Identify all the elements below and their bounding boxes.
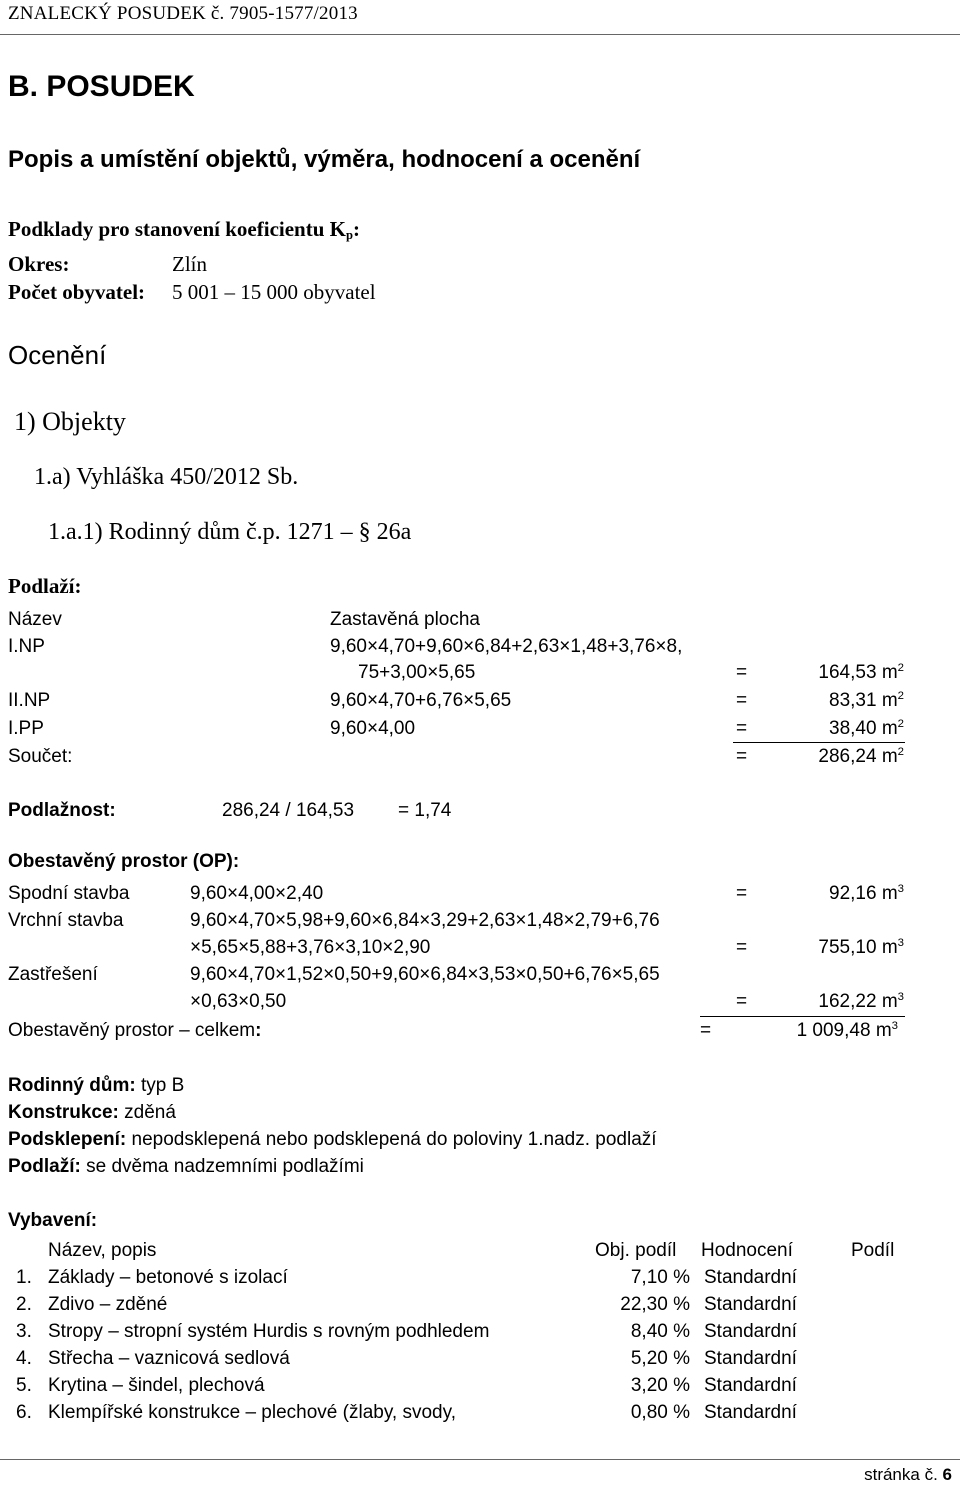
podlazi-row-formula: 9,60×4,00 [330,718,416,739]
op-total-rule [700,1016,905,1017]
vybaveni-row-num: 1. [16,1267,32,1288]
prop-line [8,1102,176,1124]
page-number-value: 6 [942,1465,952,1484]
vybaveni-row-share: 0,80 % [630,1402,690,1423]
sum-label: Součet: [8,746,73,767]
prop-label: Rodinný dům: [8,1075,136,1096]
op-total-eq: = [700,1020,712,1041]
podlazi-row-value-num: 38,40 m [829,718,898,739]
rodinny-dum-heading: 1.a.1) Rodinný dům č.p. 1271 – § 26a [48,519,412,545]
page-subtitle: Popis a umístění objektů, výměra, hodnocení a ocenění [8,146,641,173]
podlazi-row-eq: = [736,690,748,711]
prop-line [8,1156,364,1178]
okres-label: Okres: [8,252,70,276]
op-row-eq: = [736,883,748,904]
podlazi-row-formula: 9,60×4,70+9,60×6,84+2,63×1,48+3,76×8, [330,636,683,657]
section-title: B. POSUDEK [8,70,195,103]
unit-sup: 3 [897,937,904,950]
op-heading: Obestavěný prostor (OP): [8,851,240,872]
podlazi-row-name: II.NP [8,690,51,711]
op-row-formula-cont: ×0,63×0,50 [190,991,287,1012]
vybaveni-row-share: 7,10 % [630,1267,690,1288]
vybaveni-row-num: 4. [16,1348,32,1369]
vybaveni-col-share: Obj. podíl [595,1240,677,1261]
op-total-label [8,1020,261,1042]
vybaveni-row-share: 8,40 % [630,1321,690,1342]
podlaznost-formula: 286,24 / 164,53 [222,800,355,821]
vybaveni-row-rating: Standardní [704,1294,797,1315]
podlazi-row-value [829,718,904,740]
vybaveni-row-name: Zdivo – zděné [48,1294,168,1315]
podlazi-row-value [818,662,904,684]
doc-id: ZNALECKÝ POSUDEK č. 7905-1577/2013 [8,3,358,24]
podlazi-row-value-num: 83,31 m [829,690,898,711]
podlaznost-result: = 1,74 [398,800,452,821]
unit-sup: 2 [897,746,904,759]
unit-sup: 3 [897,991,904,1004]
prop-value: typ B [140,1075,185,1096]
vybaveni-row-num: 3. [16,1321,32,1342]
podlazi-row-formula: 9,60×4,70+6,76×5,65 [330,690,512,711]
podlaznost-label: Podlažnost: [8,800,116,821]
podlazi-row-eq: = [736,662,748,683]
vybaveni-row-name: Základy – betonové s izolací [48,1267,288,1288]
prop-label: Podlaží: [8,1156,81,1177]
vybaveni-row-name: Klempířské konstrukce – plechové (žlaby, svody, [48,1402,456,1423]
vyhlaska-heading: 1.a) Vyhláška 450/2012 Sb. [34,464,299,490]
okres-value: Zlín [172,252,207,276]
prop-value: zděná [124,1102,176,1123]
op-total-value [797,1020,898,1042]
vybaveni-row-share: 22,30 % [620,1294,690,1315]
unit-sup: 2 [897,662,904,675]
vybaveni-row-num: 6. [16,1402,32,1423]
unit-sup: 2 [897,718,904,731]
page-number [864,1465,952,1485]
sum-rule [733,742,905,743]
unit-sup: 3 [891,1020,898,1033]
vybaveni-row-rating: Standardní [704,1321,797,1342]
kp-heading-text: Podklady pro stanovení koeficientu K [8,217,346,241]
prop-value: se dvěma nadzemními podlažími [86,1156,364,1177]
podlazi-heading: Podlaží: [8,574,82,598]
op-total-colon: : [255,1020,262,1041]
op-row-value [829,883,904,905]
op-row-formula-cont: ×5,65×5,88+3,76×3,10×2,90 [190,937,431,958]
unit-sup: 2 [897,690,904,703]
podlazi-row-value-num: 164,53 m [818,662,898,683]
podlazi-row-formula-cont: 75+3,00×5,65 [358,662,476,683]
vybaveni-row-rating: Standardní [704,1375,797,1396]
vybaveni-row-rating: Standardní [704,1402,797,1423]
op-row-value [818,937,904,959]
vybaveni-col-name: Název, popis [48,1240,157,1261]
op-total-label-text: Obestavěný prostor – celkem [8,1020,256,1041]
op-row-formula: 9,60×4,00×2,40 [190,883,324,904]
op-row-formula: 9,60×4,70×5,98+9,60×6,84×3,29+2,63×1,48×2,79+6,76 [190,910,660,931]
kp-heading-colon: : [353,217,361,241]
vybaveni-row-name: Střecha – vaznicová sedlová [48,1348,290,1369]
vybaveni-row-name: Stropy – stropní systém Hurdis s rovným podhledem [48,1321,490,1342]
kp-heading [8,217,360,242]
podlazi-row-name: I.NP [8,636,45,657]
podlazi-row-name: I.PP [8,718,44,739]
op-row-value-num: 755,10 m [818,937,898,958]
vybaveni-row-share: 3,20 % [630,1375,690,1396]
sum-eq: = [736,746,748,767]
kp-heading-sub: p [346,228,354,243]
obyvatel-label: Počet obyvatel: [8,280,146,304]
op-row-value-num: 162,22 m [818,991,898,1012]
podlazi-row-eq: = [736,718,748,739]
op-row-eq: = [736,991,748,1012]
op-row-name: Spodní stavba [8,883,130,904]
prop-value: nepodsklepená nebo podsklepená do poloviny 1.nadz. podlaží [131,1129,657,1150]
vybaveni-row-num: 2. [16,1294,32,1315]
sum-value-num: 286,24 m [818,746,898,767]
op-total-value-num: 1 009,48 m [796,1020,892,1041]
op-row-value [818,991,904,1013]
footer-rule [0,1459,960,1460]
prop-label: Podsklepení: [8,1129,127,1150]
vybaveni-row-rating: Standardní [704,1348,797,1369]
vybaveni-row-share: 5,20 % [630,1348,690,1369]
prop-label: Konstrukce: [8,1102,119,1123]
prop-line [8,1129,657,1151]
op-row-name: Zastřešení [8,964,98,985]
document-header [8,3,358,25]
op-row-eq: = [736,937,748,958]
unit-sup: 3 [897,883,904,896]
oceneni-heading: Ocenění [8,340,107,370]
obyvatel-value: 5 001 – 15 000 obyvatel [172,280,376,304]
op-row-name: Vrchní stavba [8,910,124,931]
podlazi-row-value [829,690,904,712]
vybaveni-row-rating: Standardní [704,1267,797,1288]
header-rule [0,34,960,35]
podlazi-col-name: Název [8,609,62,630]
op-row-value-num: 92,16 m [829,883,898,904]
podlazi-col-area: Zastavěná plocha [330,609,480,630]
vybaveni-heading: Vybavení: [8,1210,98,1231]
prop-line [8,1075,184,1097]
vybaveni-col-part: Podíl [851,1240,895,1261]
sum-value [818,746,904,768]
vybaveni-col-rating: Hodnocení [701,1240,793,1261]
page-number-label: stránka č. [864,1465,938,1484]
op-row-formula: 9,60×4,70×1,52×0,50+9,60×6,84×3,53×0,50+6,76×5,65 [190,964,660,985]
vybaveni-row-name: Krytina – šindel, plechová [48,1375,265,1396]
objekty-heading: 1) Objekty [14,407,126,436]
vybaveni-row-num: 5. [16,1375,32,1396]
